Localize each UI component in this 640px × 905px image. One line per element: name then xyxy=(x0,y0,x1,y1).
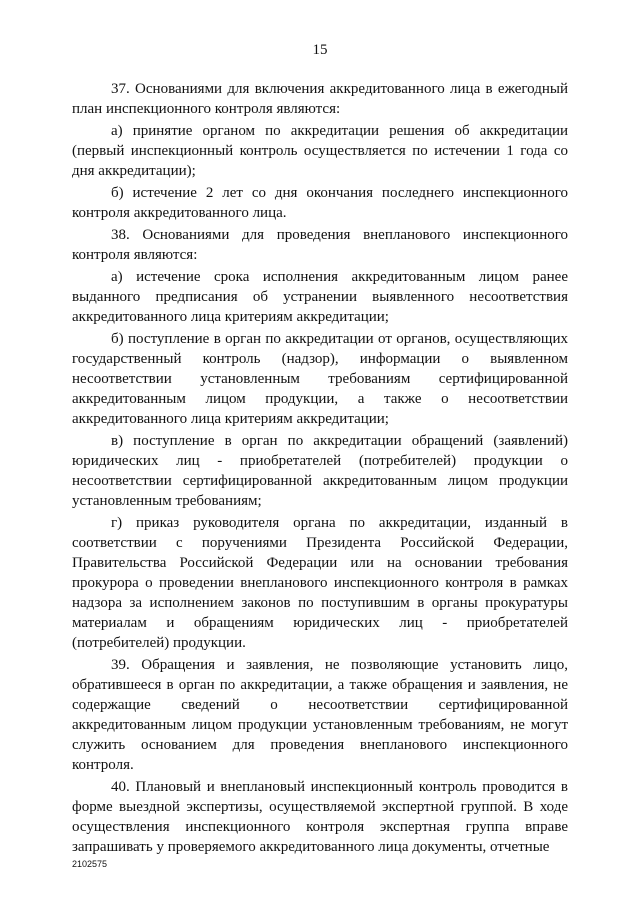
paragraph-37-b: б) истечение 2 лет со дня окончания последнего инспекционного контроля аккредитованного лица. xyxy=(72,185,568,221)
paragraph-38: 38. Основаниями для проведения внепланового инспекционного контроля являются: xyxy=(72,227,568,263)
paragraph-40: 40. Плановый и внеплановый инспекционный контроль проводится в форме выездной экспертизы, осуществляемой экспертной группой. В ходе осуществления инспекционного контроля экспертная группа вправе запрашивать у проверяемого аккредитованного лица документы, отчетные xyxy=(72,779,568,855)
paragraph-37-a: а) принятие органом по аккредитации решения об аккредитации (первый инспекционный контроль осуществляется по истечении 1 года со дня аккредитации); xyxy=(72,123,568,179)
paragraph-38-a: а) истечение срока исполнения аккредитованным лицом ранее выданного предписания об устранении выявленного несоответствия аккредитованного лица критериям аккредитации; xyxy=(72,269,568,325)
document-code: 2102575 xyxy=(72,859,108,869)
paragraph-38-v: в) поступление в орган по аккредитации обращений (заявлений) юридических лиц - приобретателей (потребителей) продукции о несоответствии сертифицированной аккредитованным лицом продукции установленным требованиям; xyxy=(72,433,568,509)
paragraph-37: 37. Основаниями для включения аккредитованного лица в ежегодный план инспекционного контроля являются: xyxy=(72,81,568,117)
paragraph-38-b: б) поступление в орган по аккредитации от органов, осуществляющих государственный контроль (надзор), информации о выявленном несоответствии установленным требованиям сертифицированной аккредитованным лицом продукции, а также о несоответствии аккредитованного лица критериям аккредитации; xyxy=(72,331,568,427)
paragraph-39: 39. Обращения и заявления, не позволяющие установить лицо, обратившееся в орган по аккредитации, а также обращения и заявления, не содержащие сведений о несоответствии сертифицированной аккредитованным лицом продукции установленным требованиям, не могут служить основанием для проведения внепланового инспекционного контроля. xyxy=(72,657,568,773)
paragraph-38-g: г) приказ руководителя органа по аккредитации, изданный в соответствии с поручениями Президента Российской Федерации, Правительства Российской Федерации или на основании требования прокурора о проведении внепланового инспекционного контроля в рамках надзора за исполнением законов по поступившим в органы прокуратуры материалам и обращениям юридических лиц - приобретателей (потребителей) продукции. xyxy=(72,515,568,651)
document-body xyxy=(72,79,568,859)
page-number: 15 xyxy=(312,42,328,58)
